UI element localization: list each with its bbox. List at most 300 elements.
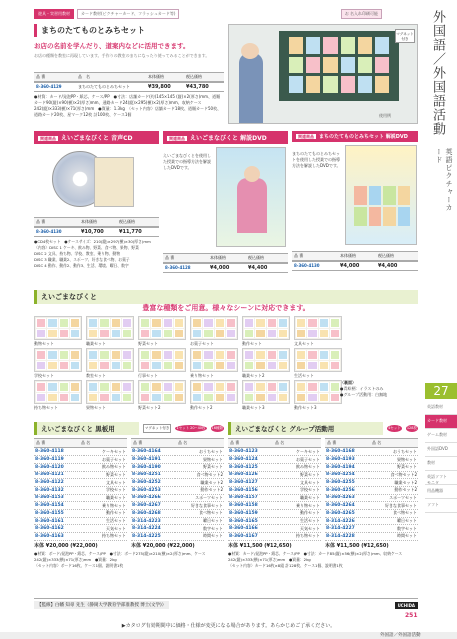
sidebar-title: 外国語／外国語活動: [430, 10, 445, 136]
product-name: 数字セット: [369, 525, 418, 533]
table-row: [228, 525, 321, 533]
product-name: 果物セット: [175, 456, 224, 464]
product-code: 8-360-4154: [34, 502, 84, 510]
product-code: 8-360-4122: [34, 479, 84, 487]
product-name: 動作セット2: [175, 486, 224, 494]
table-row: [228, 517, 321, 525]
table-row: [228, 471, 321, 479]
picture-card: [111, 361, 121, 371]
product-code: 8-360-4191: [131, 456, 175, 464]
sidebar-nav: [425, 401, 457, 513]
sidebar-nav-item[interactable]: 外国語DVD: [425, 443, 457, 457]
product-name: 文具セット: [84, 479, 127, 487]
product-code: 8-360-4265: [325, 510, 369, 518]
picture-card: [226, 329, 236, 339]
card-set-image: [34, 348, 82, 372]
table-row: [131, 533, 224, 541]
product-name: 数字セット: [175, 525, 224, 533]
picture-card: [88, 361, 98, 371]
picture-card: [174, 350, 184, 360]
product-name: 職業セット2: [369, 479, 418, 487]
picture-card: [140, 393, 150, 403]
picture-card: [99, 361, 109, 371]
picture-card: [70, 350, 80, 360]
table-row: [131, 517, 224, 525]
product-card-dvd2: [292, 131, 418, 273]
product-name: 食べ物セット2: [369, 471, 418, 479]
product-code: 8-360-4129: [36, 84, 62, 89]
group-price-left: 本体 ¥11,500 (¥12,650): [228, 542, 292, 549]
card-set-image: [34, 380, 82, 404]
product-code: 8-360-4162: [34, 525, 84, 533]
badge-count: 1セット 20~40枚: [176, 426, 206, 430]
picture-card: [163, 329, 173, 339]
product-name: 曜日セット: [369, 517, 418, 525]
table-row: [34, 502, 127, 510]
head-name: 品 名: [81, 440, 91, 445]
picture-card: [151, 318, 161, 328]
picture-card: [88, 329, 98, 339]
product-code: 8-360-4267: [131, 502, 175, 510]
product-code: 8-360-4119: [34, 456, 84, 464]
picture-card: [192, 318, 202, 328]
product-name: お菓子セット: [278, 456, 321, 464]
picture-card: [36, 361, 46, 371]
product-code: 8-360-4252: [131, 479, 175, 487]
head-tax: 税込価格: [248, 255, 264, 260]
product-code: 8-360-4128: [165, 265, 191, 270]
picture-card: [151, 329, 161, 339]
picture-card: [111, 350, 121, 360]
picture-card: [267, 350, 277, 360]
product-code: 8-360-4251: [131, 471, 175, 479]
product-code: 8-360-4256: [325, 486, 369, 494]
picture-card: [174, 329, 184, 339]
picture-card: [307, 329, 317, 339]
product-name: 天気セット: [84, 525, 127, 533]
picture-card: [163, 318, 173, 328]
product-name: 野菜セット: [84, 471, 127, 479]
table-row: [34, 517, 127, 525]
product-card-dvd1: [163, 131, 288, 273]
picture-card: [296, 318, 306, 328]
product-code: 8-360-4123: [228, 448, 278, 456]
picture-card: [192, 382, 202, 392]
product-code: 8-360-4153: [34, 494, 84, 502]
product-name: 食べ物セット: [175, 510, 224, 518]
product-name: 乗り物セット: [84, 502, 127, 510]
table-row: [34, 479, 127, 487]
head-tax: 税込価格: [378, 253, 394, 258]
picture-card: [151, 393, 161, 403]
picture-card: [278, 350, 288, 360]
picture-card: [163, 361, 173, 371]
head-code: 品 番: [36, 440, 46, 445]
picture-card: [88, 318, 98, 328]
table-row: [131, 471, 224, 479]
table-row: [228, 494, 321, 502]
category-chip-primary[interactable]: 遊具・実習用教材: [34, 9, 74, 19]
table-row: [34, 463, 127, 471]
table-row: [34, 456, 127, 464]
picture-card: [111, 382, 121, 392]
picture-card: [163, 350, 173, 360]
product-name: 食べ物セット2: [175, 471, 224, 479]
recommend-badge: お 名入れ印刷可能: [341, 9, 382, 19]
card-set-image: [294, 316, 342, 340]
picture-card: [319, 361, 329, 371]
product-name: お菓子セット: [84, 456, 127, 464]
head-price: 本体価格: [148, 74, 164, 79]
product-code: 8-360-4164: [131, 448, 175, 456]
table-row: [228, 448, 321, 456]
cd-case: [94, 157, 134, 207]
table-row: [325, 486, 418, 494]
sidebar-nav-item[interactable]: ソフト: [425, 499, 457, 513]
dvd-desc: まちのたてものとみちセットを使用した授業での指導方法を解説したDVDです。: [292, 151, 341, 168]
product-code: 8-360-4127: [228, 479, 278, 487]
picture-card: [140, 329, 150, 339]
product-name: 動作セット2: [369, 486, 418, 494]
picture-card: [122, 318, 132, 328]
card-set-label: 動作セット3: [294, 405, 317, 410]
product-code: 8-314-4227: [325, 525, 369, 533]
card-set-label: 学校セット: [34, 373, 54, 378]
product-name: ケーキセット: [278, 448, 321, 456]
product-tax-price: ¥4,400: [378, 263, 398, 269]
card-set-image: [138, 316, 186, 340]
head-code: 品 番: [327, 440, 337, 445]
table-row: [325, 463, 418, 471]
product-name: 曜日セット: [175, 517, 224, 525]
table-row: [228, 463, 321, 471]
category-chip-secondary[interactable]: カード教材(ピクチャーカード、フラッシュカード等): [77, 9, 179, 19]
product-code: 8-360-4156: [228, 486, 278, 494]
picture-card: [278, 382, 288, 392]
sidebar-nav-item[interactable]: 用品機器: [425, 485, 457, 499]
product-code: 8-360-4155: [34, 510, 84, 518]
dvd-desc: えいごまなびくとを使用した授業での指導方法を解説したDVDです。: [163, 153, 211, 170]
product-name: おうちセット: [369, 448, 418, 456]
card-set-label: 職業セット3: [242, 405, 265, 410]
product-title: えいごまなびくと 音声CD: [61, 135, 133, 142]
picture-card: [215, 318, 225, 328]
picture-card: [307, 393, 317, 403]
picture-card: [215, 329, 225, 339]
dvd-town-cards: [354, 186, 410, 226]
product-code: 8-360-4159: [228, 510, 278, 518]
blackboard-list-left: [34, 448, 127, 541]
product-name: 好きな食事セット: [369, 502, 418, 510]
product-code: 8-360-4126: [228, 471, 278, 479]
card-set-image: [242, 316, 290, 340]
product-title: まちのたてものとみちセット 解説DVD: [319, 134, 408, 140]
sidebar-nav-item[interactable]: ゲーム教材: [425, 429, 457, 443]
picture-card: [192, 350, 202, 360]
table-row: [228, 510, 321, 518]
product-name: 飲み物セット: [278, 463, 321, 471]
product-name: 学校セット: [278, 486, 321, 494]
table-row: [131, 494, 224, 502]
manabikuto-heading: えいごまなびくと: [34, 290, 418, 304]
town-set-price-table: [34, 72, 224, 118]
picture-card: [140, 382, 150, 392]
picture-card: [47, 382, 57, 392]
table-row: [325, 471, 418, 479]
table-row: [325, 448, 418, 456]
group-section: [228, 422, 418, 569]
badge-kinds: 16種類: [211, 426, 223, 430]
product-name: 生活セット: [278, 517, 321, 525]
picture-card: [267, 329, 277, 339]
picture-card: [215, 382, 225, 392]
maker-logo: UCHIDA: [395, 602, 418, 609]
picture-card: [36, 318, 46, 328]
product-name: 野菜セット: [369, 463, 418, 471]
cd-spec: ●CD4枚セット ●ケースサイズ：210(縦)×297(横)×30(厚さ)mm 〈内容〉DISC 1 ケーキ、飲み物、野菜、食べ物、果物、野菜 DISC 2 文具、持ち物、学校、教室、乗り物、動物 DISC 3 職業、職業2、スポーツ、好きな食べ物、お菓子 DISC 4 動作、動作2、動作3、生活、環境、曜日、数字: [34, 239, 151, 268]
product-code: 8-360-4158: [228, 502, 278, 510]
table-row: [228, 456, 321, 464]
table-row: [325, 525, 418, 533]
picture-card: [151, 361, 161, 371]
picture-card: [88, 393, 98, 403]
picture-card: [99, 329, 109, 339]
product-code: 8-360-4168: [325, 448, 369, 456]
product-name: 学校セット: [84, 486, 127, 494]
picture-card: [99, 382, 109, 392]
product-name: 生活セット: [84, 517, 127, 525]
card-set-label: 動作セット: [242, 341, 262, 346]
picture-card: [296, 382, 306, 392]
picture-card: [88, 382, 98, 392]
product-code: 8-360-4254: [325, 471, 369, 479]
product-code: 8-360-4120: [34, 463, 84, 471]
product-code: 8-360-4268: [131, 510, 175, 518]
sidebar-nav-item[interactable]: 英語ソフト モニタ: [425, 471, 457, 485]
picture-card: [59, 382, 69, 392]
back-note-2: ●グループ活動用：白無地: [340, 392, 388, 397]
product-price: ¥10,700: [81, 229, 104, 235]
card-set-image: [138, 348, 186, 372]
head-name: 品 名: [78, 74, 90, 79]
picture-card: [111, 318, 121, 328]
product-name: スポーツセット: [175, 494, 224, 502]
picture-card: [203, 393, 213, 403]
table-row: [131, 510, 224, 518]
picture-card: [163, 382, 173, 392]
product-name: 飲み物セット: [84, 463, 127, 471]
back-notes: [340, 380, 418, 398]
classroom-photo: [228, 24, 418, 124]
product-name: 果物セット: [369, 456, 418, 464]
product-name: 文具セット: [278, 479, 321, 487]
picture-card: [330, 318, 340, 328]
picture-card: [215, 350, 225, 360]
product-code: 8-360-4118: [34, 448, 84, 456]
product-code: 8-360-4193: [325, 456, 369, 464]
related-tag: 関連商品: [298, 134, 314, 139]
picture-card: [330, 393, 340, 403]
picture-card: [226, 350, 236, 360]
product-name: スポーツセット: [369, 494, 418, 502]
card-set-label: 生活セット: [294, 373, 314, 378]
product-code: 8-360-4165: [228, 517, 278, 525]
picture-card: [296, 350, 306, 360]
picture-card: [122, 361, 132, 371]
head-code: 品 番: [165, 255, 175, 260]
table-row: [325, 479, 418, 487]
picture-card: [36, 393, 46, 403]
supervisor-text: 【監修】白幡 知尋 先生（静岡大学教育学部准教授 博士(文学)）: [34, 601, 169, 609]
product-price: ¥39,800: [148, 84, 171, 90]
table-row: [131, 456, 224, 464]
picture-card: [122, 382, 132, 392]
product-name: 持ち物セット: [278, 533, 321, 541]
card-set-image: [34, 316, 82, 340]
sidebar-nav-item[interactable]: カード教材: [425, 415, 457, 429]
picture-card: [174, 318, 184, 328]
product-code: 8-360-4121: [34, 471, 84, 479]
product-price: ¥4,000: [210, 265, 230, 271]
footer-note: ▶カタログ有効期間中に価格・仕様が変更になる場合があります。あらかじめご了承ください。: [121, 623, 336, 629]
picture-card: [278, 393, 288, 403]
town-set-title: まちのたてものとみちセット: [34, 24, 224, 37]
product-name: おうちセット: [175, 448, 224, 456]
card-set-label: お菓子セット: [190, 341, 214, 346]
picture-card: [47, 329, 57, 339]
product-code: 8-314-4224: [131, 525, 175, 533]
picture-card: [140, 318, 150, 328]
picture-card: [307, 382, 317, 392]
table-row: [325, 517, 418, 525]
card-set-image: [190, 316, 238, 340]
picture-card: [203, 329, 213, 339]
picture-card: [244, 393, 254, 403]
picture-card: [192, 393, 202, 403]
picture-card: [296, 393, 306, 403]
card-set-image: [86, 348, 134, 372]
board-cards: [289, 37, 389, 93]
picture-card: [226, 361, 236, 371]
product-name: 野菜セット: [175, 463, 224, 471]
blackboard-section: [34, 422, 224, 569]
product-code: 8-360-4124: [228, 456, 278, 464]
manabikuto-catch: 豊富な種類をご用意。様々なシーンに対応できます。: [142, 304, 310, 312]
table-row: [325, 502, 418, 510]
picture-card: [59, 361, 69, 371]
product-code: 8-314-4223: [131, 517, 175, 525]
picture-card: [174, 382, 184, 392]
picture-card: [151, 350, 161, 360]
picture-card: [330, 350, 340, 360]
product-code: 8-314-4225: [131, 533, 175, 541]
teacher-figure: [239, 53, 263, 123]
picture-card: [59, 350, 69, 360]
dvd-figure-head: [244, 166, 260, 182]
product-code: 8-360-4166: [228, 525, 278, 533]
product-name: 好きな食事セット: [175, 502, 224, 510]
picture-card: [163, 393, 173, 403]
product-name: 野菜セット: [278, 471, 321, 479]
head-price: 本体価格: [210, 255, 226, 260]
picture-card: [226, 382, 236, 392]
product-name: 職業セット: [84, 494, 127, 502]
dvd-cover: [345, 145, 417, 245]
picture-card: [174, 393, 184, 403]
picture-card: [319, 382, 329, 392]
picture-card: [307, 318, 317, 328]
picture-card: [278, 329, 288, 339]
picture-card: [111, 393, 121, 403]
product-name: 食べ物セット: [369, 510, 418, 518]
picture-card: [99, 393, 109, 403]
picture-card: [70, 382, 80, 392]
product-name: 動作セット: [84, 510, 127, 518]
sidebar-nav-item[interactable]: 教材: [425, 457, 457, 471]
head-tax: 税込価格: [186, 74, 202, 79]
blackboard-list-right: [131, 448, 224, 541]
product-code: 8-360-4190: [131, 463, 175, 471]
picture-card: [88, 350, 98, 360]
photo-caption: 使用例: [379, 113, 391, 118]
product-title: えいごまなびくと 解説DVD: [190, 135, 267, 142]
group-spec: ●材質：カード/発泡PP・紙芯、ケース/PP ●寸法：カード85(縦)×56(横)×2(厚さ)mm、収納ケース242(縦)×333(横)×71(厚さ)mm ●質量：2kg 〈セット内容〉カード16枚×8組 計128枚、ケース1個、説明書1枚: [228, 550, 403, 568]
product-code: 8-360-4167: [228, 533, 278, 541]
picture-card: [203, 382, 213, 392]
card-set-label: 行事セット: [138, 373, 158, 378]
product-code: 8-360-4163: [34, 533, 84, 541]
badge-sets: 4セット: [388, 426, 401, 430]
picture-card: [122, 350, 132, 360]
product-tax-price: ¥4,400: [248, 265, 268, 271]
sidebar-nav-item[interactable]: 英語教材: [425, 401, 457, 415]
group-list-right: [325, 448, 418, 541]
picture-card: [203, 361, 213, 371]
head-code: 品 番: [133, 440, 143, 445]
picture-card: [267, 361, 277, 371]
town-set-section: [34, 24, 224, 59]
picture-card: [226, 318, 236, 328]
picture-card: [267, 382, 277, 392]
picture-card: [244, 382, 254, 392]
card-set-label: 職業セット: [86, 341, 106, 346]
table-row: [34, 525, 127, 533]
card-set-label: 野菜セット: [138, 341, 158, 346]
picture-card: [244, 350, 254, 360]
product-name: 時間セット: [175, 533, 224, 541]
head-code: 品 番: [230, 440, 240, 445]
picture-card: [278, 318, 288, 328]
picture-card: [140, 361, 150, 371]
table-row: [34, 448, 127, 456]
picture-card: [174, 361, 184, 371]
sidebar-page-tab[interactable]: 27: [425, 383, 457, 399]
head-name: 品 名: [178, 440, 188, 445]
table-row: [131, 479, 224, 487]
table-row: [228, 533, 321, 541]
picture-card: [278, 361, 288, 371]
table-row: [34, 510, 127, 518]
badge-magnet: マグネット付き: [143, 424, 171, 433]
card-set-image: [86, 380, 134, 404]
table-row: [228, 486, 321, 494]
picture-card: [244, 318, 254, 328]
product-name: 職業セット: [278, 494, 321, 502]
page-number: 251: [405, 612, 418, 619]
card-set-label: 教室セット: [86, 373, 106, 378]
table-row: [131, 448, 224, 456]
product-code: 8-314-4226: [325, 517, 369, 525]
